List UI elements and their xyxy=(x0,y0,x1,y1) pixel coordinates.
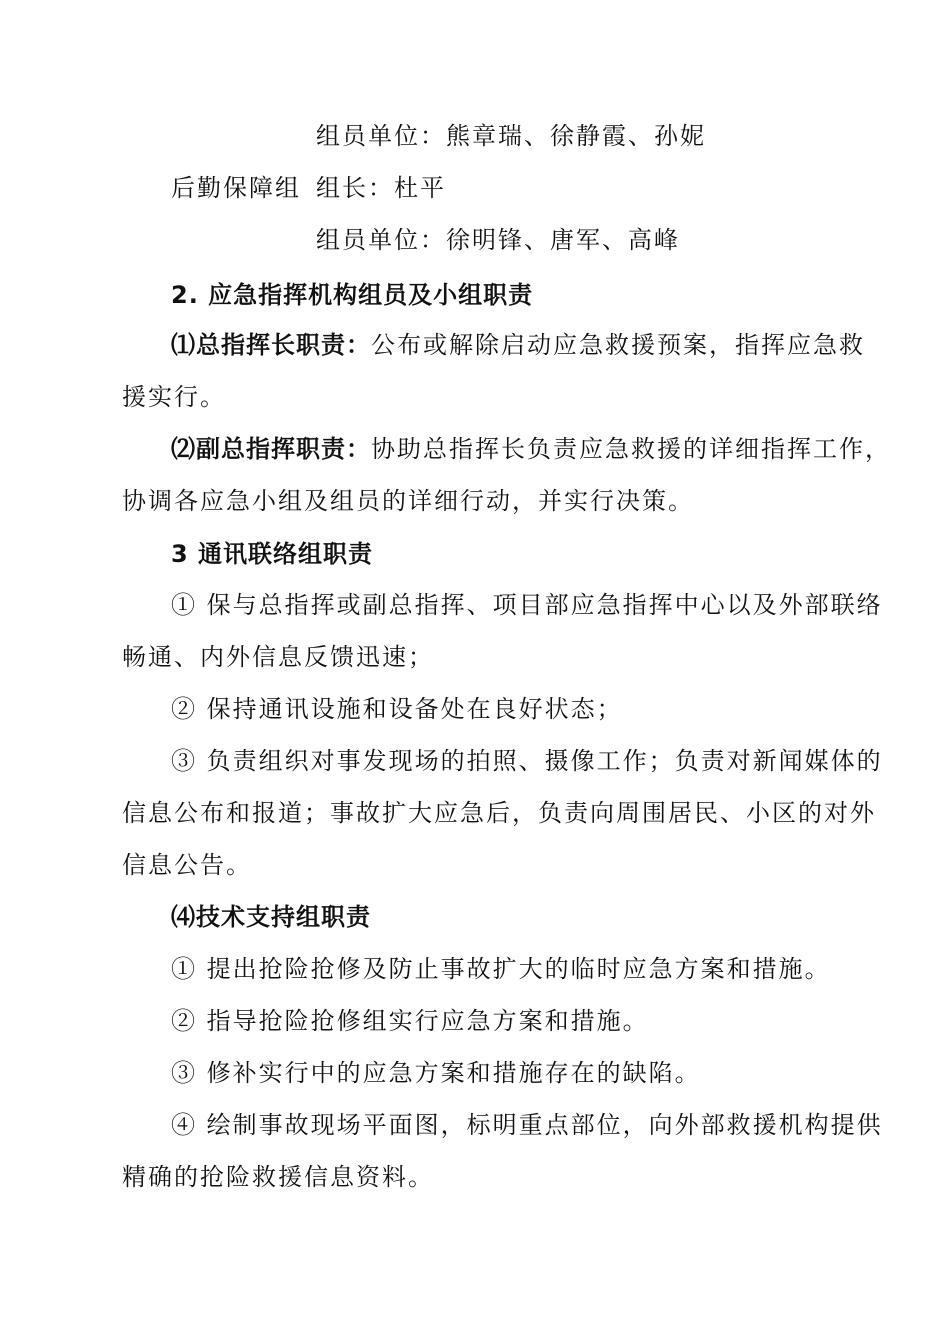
duty-title: ⑵副总指挥职责： xyxy=(171,435,371,463)
paragraph-line: 精确的抢险救援信息资料。 xyxy=(122,1163,434,1191)
paragraph-line: 畅通、内外信息反馈迅速； xyxy=(122,643,434,671)
list-item: ② 保持通讯设施和设备处在良好状态； xyxy=(171,695,623,723)
duty-title: ⑴总指挥长职责： xyxy=(171,331,371,359)
paragraph-line xyxy=(171,329,865,361)
paragraph-line: 信息公告。 xyxy=(122,851,252,879)
list-item: ② 指导抢险抢修组实行应急方案和措施。 xyxy=(171,1007,649,1035)
list-item: ③ 修补实行中的应急方案和措施存在的缺陷。 xyxy=(171,1059,701,1087)
section-heading: 2. 应急指挥机构组员及小组职责 xyxy=(171,281,534,309)
duty-text: 协助总指挥长负责应急救援的详细指挥工作， xyxy=(371,435,891,463)
member-units-line: 组员单位：熊章瑞、徐静霞、孙妮 xyxy=(316,122,706,150)
member-units-line: 组员单位：徐明锋、唐军、高峰 xyxy=(316,226,680,254)
list-item: ① 保与总指挥或副总指挥、项目部应急指挥中心以及外部联络 xyxy=(171,591,883,619)
paragraph-line: 援实行。 xyxy=(122,383,226,411)
group-leader-line: 组长：杜平 xyxy=(316,174,446,202)
paragraph-line xyxy=(171,433,891,465)
list-item: ③ 负责组织对事发现场的拍照、摄像工作；负责对新闻媒体的 xyxy=(171,747,883,775)
list-item: ④ 绘制事故现场平面图，标明重点部位，向外部救援机构提供 xyxy=(171,1111,883,1139)
group-name-logistics: 后勤保障组 xyxy=(171,174,301,202)
list-item: ① 提出抢险抢修及防止事故扩大的临时应急方案和措施。 xyxy=(171,955,831,983)
section-heading: 3 通讯联络组职责 xyxy=(171,540,374,568)
duty-text: 公布或解除启动应急救援预案，指挥应急救 xyxy=(371,331,865,359)
paragraph-line: 协调各应急小组及组员的详细行动，并实行决策。 xyxy=(122,487,694,515)
section-heading: ⑷技术支持组职责 xyxy=(171,903,371,931)
paragraph-line: 信息公布和报道；事故扩大应急后，负责向周围居民、小区的对外 xyxy=(122,799,876,827)
